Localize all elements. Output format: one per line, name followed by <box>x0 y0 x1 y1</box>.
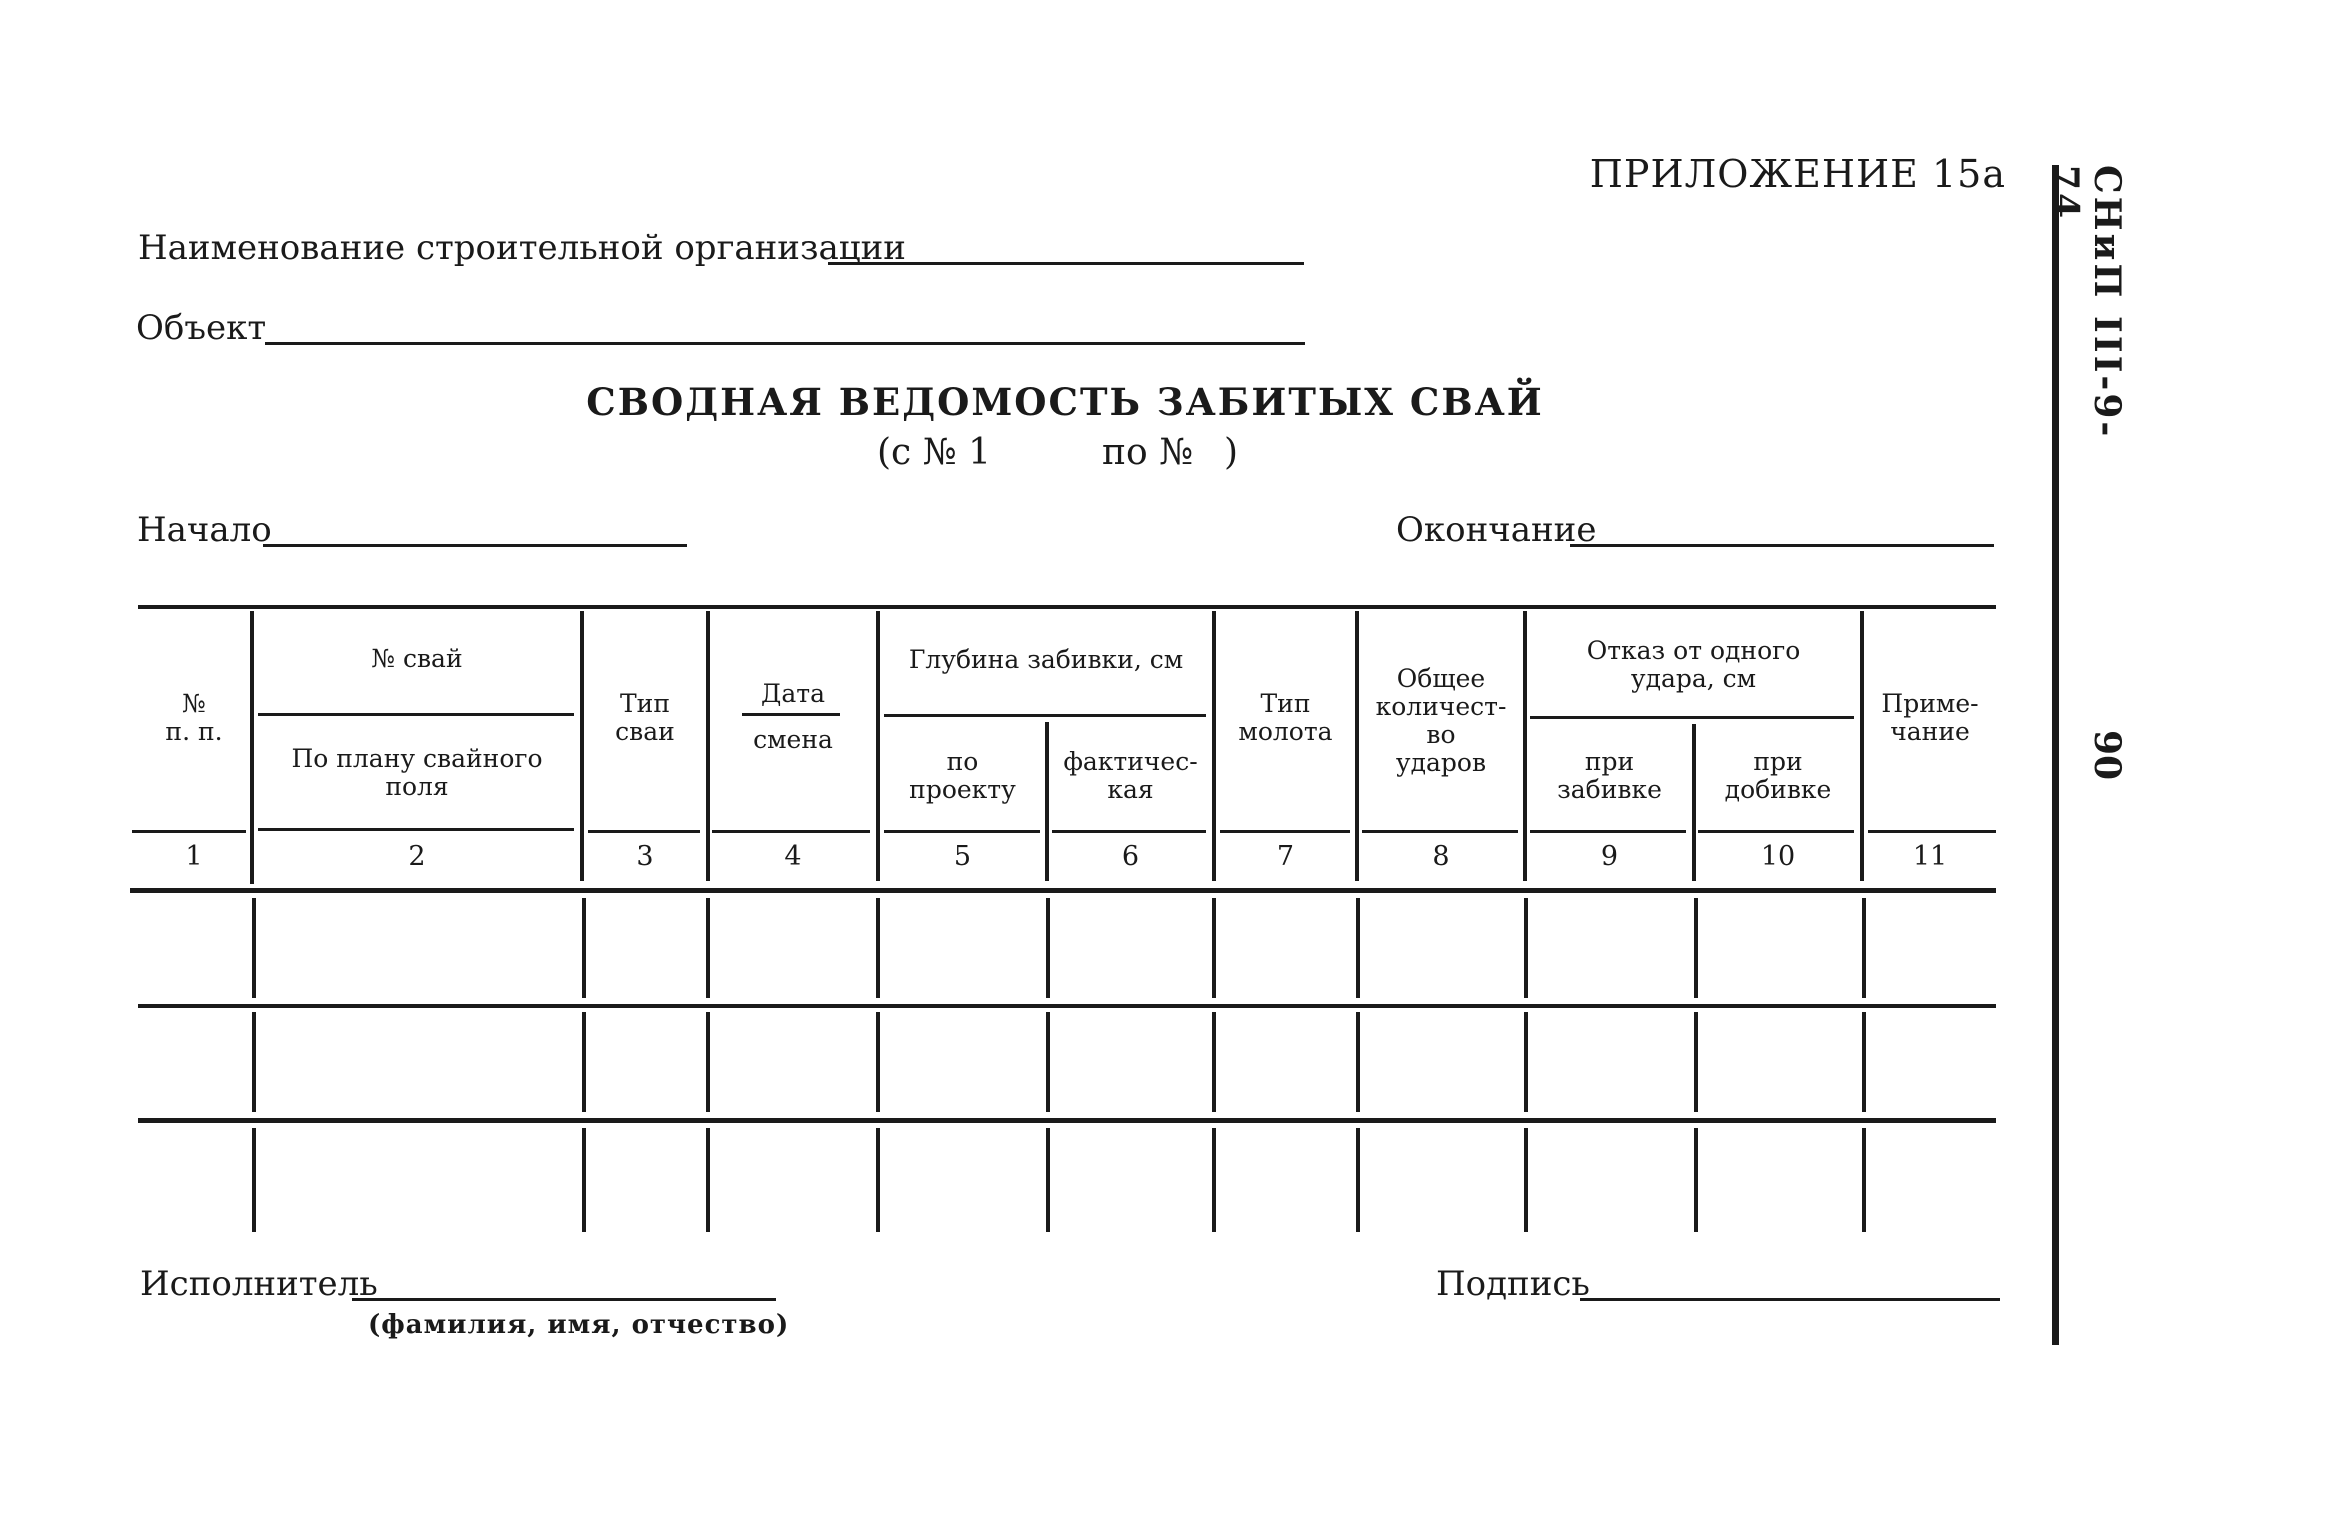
page-number: 90 <box>2086 730 2128 781</box>
executor-label: Исполнитель <box>140 1264 378 1304</box>
header-pile-type: Тип сваи <box>615 689 675 746</box>
column-number: 8 <box>1432 841 1450 872</box>
signature-field[interactable] <box>1580 1298 2000 1301</box>
body-col-divider <box>1046 1128 1050 1232</box>
body-col-divider <box>582 1128 586 1232</box>
signature-label: Подпись <box>1436 1264 1590 1304</box>
body-col-divider <box>1212 1128 1216 1232</box>
column-number: 6 <box>1121 841 1140 872</box>
body-col-divider <box>706 1128 710 1232</box>
body-col-divider <box>252 1012 256 1112</box>
header-bottom-line <box>258 828 574 831</box>
body-col-divider <box>1212 1012 1216 1112</box>
header-bottom-line <box>1052 830 1206 833</box>
header-shift: смена <box>753 725 833 754</box>
header-note: Приме- чание <box>1881 689 1979 746</box>
header-refusal-group: Отказ от одного удара, см <box>1586 636 1801 693</box>
object-field[interactable] <box>265 342 1305 345</box>
body-col-divider <box>1694 1128 1698 1232</box>
group-line-depth <box>884 714 1206 717</box>
header-refusal-redriving: при добивке <box>1724 747 1832 804</box>
body-col-divider <box>1524 1012 1528 1112</box>
column-number: 10 <box>1760 841 1796 872</box>
start-label: Начало <box>137 510 272 550</box>
group-line-date <box>742 713 840 716</box>
start-field[interactable] <box>263 544 687 547</box>
body-col-divider <box>1694 898 1698 998</box>
header-bottom-line <box>884 830 1040 833</box>
header-bottom-line <box>1220 830 1350 833</box>
body-col-divider <box>582 898 586 998</box>
header-bottom-line <box>1868 830 1996 833</box>
body-col-divider <box>876 898 880 998</box>
end-field[interactable] <box>1570 544 1994 547</box>
body-col-divider <box>1862 898 1866 998</box>
header-bottom-line <box>1530 830 1686 833</box>
header-depth-design: по проекту <box>909 747 1016 804</box>
column-number: 9 <box>1600 841 1619 872</box>
column-number: 3 <box>636 841 654 872</box>
col-divider <box>1212 611 1216 881</box>
body-col-divider <box>1356 1012 1360 1112</box>
range-to: по № <box>1102 432 1194 473</box>
range-close: ) <box>1224 432 1239 473</box>
body-col-divider <box>876 1128 880 1232</box>
body-col-divider <box>706 1012 710 1112</box>
header-bottom-line <box>1698 830 1854 833</box>
body-col-divider <box>1356 1128 1360 1232</box>
end-label: Окончание <box>1396 510 1597 550</box>
header-pile-plan: По плану свайного поля <box>291 744 543 801</box>
group-line-refusal <box>1530 716 1854 719</box>
header-bottom-line <box>1362 830 1518 833</box>
col-divider <box>580 611 584 881</box>
group-line-piles <box>258 713 574 716</box>
body-col-divider <box>252 898 256 998</box>
body-col-divider <box>1862 1128 1866 1232</box>
header-bottom-line <box>132 830 246 833</box>
object-label: Объект <box>136 308 267 348</box>
side-divider <box>2052 165 2059 1345</box>
body-col-divider <box>1046 1012 1050 1112</box>
column-number: 11 <box>1912 841 1948 872</box>
header-date: Дата <box>761 679 825 708</box>
body-col-divider <box>1694 1012 1698 1112</box>
organization-field[interactable] <box>828 262 1304 265</box>
column-number: 1 <box>185 841 203 872</box>
column-number: 7 <box>1276 841 1295 872</box>
header-separator <box>130 888 1996 893</box>
header-refusal-driving: при забивке <box>1557 747 1662 804</box>
organization-label: Наименование строительной организации <box>138 228 906 268</box>
row-separator <box>138 1118 1996 1123</box>
table-top-border <box>138 605 1996 609</box>
header-bottom-line <box>712 830 870 833</box>
header-depth-actual: фактичес- кая <box>1063 747 1198 804</box>
col-divider <box>1860 611 1864 881</box>
body-col-divider <box>876 1012 880 1112</box>
document-title: СВОДНАЯ ВЕДОМОСТЬ ЗАБИТЫХ СВАЙ <box>586 380 1544 424</box>
executor-hint: (фамилия, имя, отчество) <box>368 1310 790 1340</box>
column-number: 4 <box>784 841 802 872</box>
standard-code: СНиП III-9-74 <box>2044 165 2128 440</box>
executor-field[interactable] <box>352 1298 776 1301</box>
header-bottom-line <box>588 830 700 833</box>
body-col-divider <box>1524 1128 1528 1232</box>
body-col-divider <box>1862 1012 1866 1112</box>
body-col-divider <box>582 1012 586 1112</box>
range-from: (с № 1 <box>877 432 992 473</box>
header-hammer-type: Тип молота <box>1238 689 1333 746</box>
column-number: 2 <box>408 841 426 872</box>
body-col-divider <box>1356 898 1360 998</box>
header-depth-group: Глубина забивки, см <box>908 645 1184 674</box>
body-col-divider <box>1212 898 1216 998</box>
row-separator <box>138 1004 1996 1008</box>
column-number: 5 <box>953 841 972 872</box>
header-total-blows: Общее количест- во ударов <box>1375 664 1507 777</box>
appendix-label: ПРИЛОЖЕНИЕ 15а <box>1589 152 2006 196</box>
body-col-divider <box>252 1128 256 1232</box>
header-piles-group: № свай <box>371 644 463 673</box>
body-col-divider <box>1524 898 1528 998</box>
body-col-divider <box>706 898 710 998</box>
header-no: № п. п. <box>165 689 223 746</box>
body-col-divider <box>1046 898 1050 998</box>
